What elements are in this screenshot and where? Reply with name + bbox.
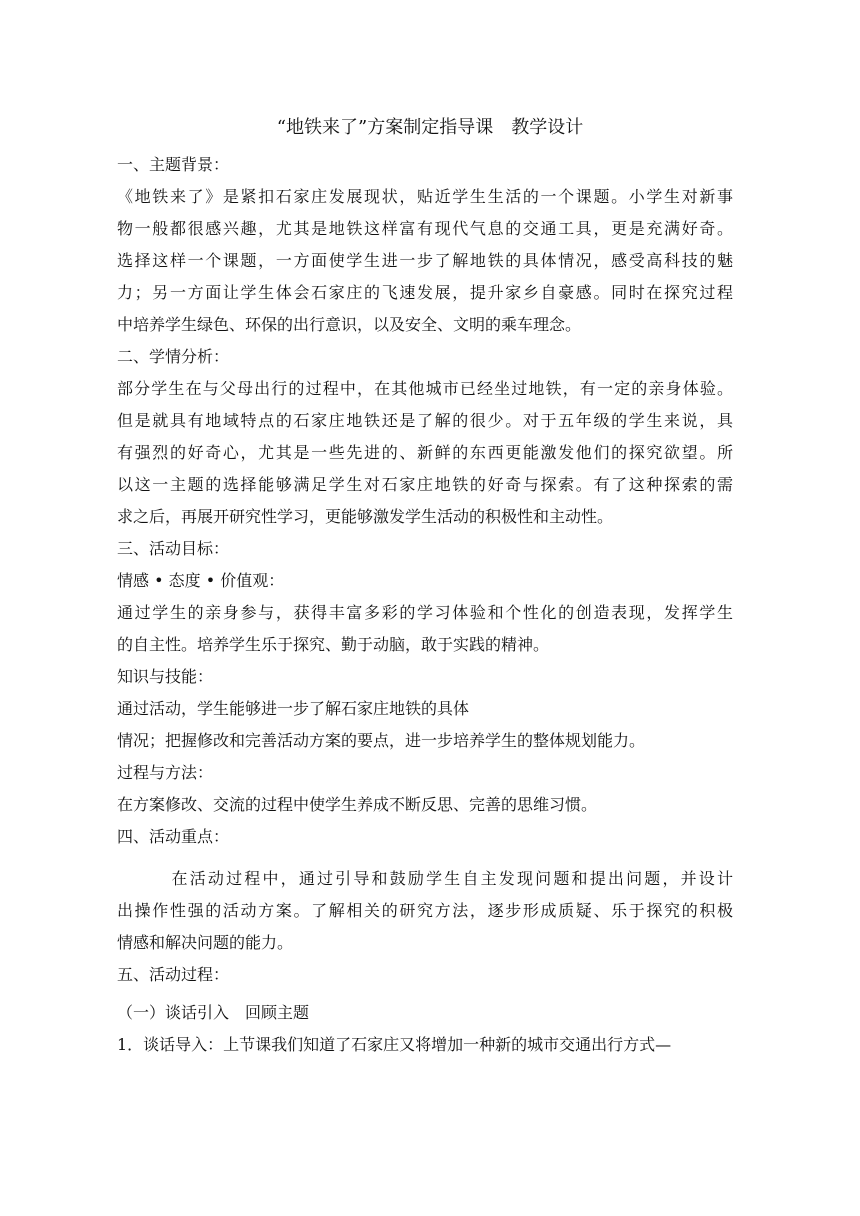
body-line: 通过学生的亲身参与，获得丰富多彩的学习体验和个性化的创造表现，发挥学生 (117, 603, 733, 622)
body-line: 在方案修改、交流的过程中使学生养成不断反思、完善的思维习惯。 (117, 795, 598, 814)
body-line: 情感和解决问题的能力。 (117, 933, 294, 952)
body-line: 在活动过程中，通过引导和鼓励学生自主发现问题和提出问题，并设计 (117, 869, 733, 888)
body-line: 求之后，再展开研究性学习，更能够激发学生活动的积极性和主动性。 (117, 507, 614, 526)
body-line: 通过活动，学生能够进一步了解石家庄地铁的具体 (117, 699, 470, 718)
body-line: 《地铁来了》是紧扣石家庄发展现状，贴近学生生活的一个课题。小学生对新事 (117, 187, 733, 206)
section-heading-background: 一、主题背景： (117, 155, 230, 174)
body-line: 部分学生在与父母出行的过程中，在其他城市已经坐过地铁，有一定的亲身体验。 (117, 379, 733, 398)
section-heading-goals: 三、活动目标： (117, 539, 230, 558)
body-line: 力；另一方面让学生体会石家庄的飞速发展，提升家乡自豪感。同时在探究过程 (117, 283, 733, 302)
body-line: 有强烈的好奇心，尤其是一些先进的、新鲜的东西更能激发他们的探究欲望。所 (117, 443, 733, 462)
body-line: 物一般都很感兴趣，尤其是地铁这样富有现代气息的交通工具，更是充满好奇。 (117, 219, 733, 238)
body-line: 的自主性。培养学生乐于探究、勤于动脑，敢于实践的精神。 (117, 635, 550, 654)
subheading-knowledge: 知识与技能： (117, 667, 214, 686)
document-title: “地铁来了”方案制定指导课 教学设计 (276, 117, 584, 138)
subheading-process: 过程与方法： (117, 763, 214, 782)
body-line: 出操作性强的活动方案。了解相关的研究方法，逐步形成质疑、乐于探究的积极 (117, 901, 733, 920)
body-line: 中培养学生绿色、环保的出行意识，以及安全、文明的乘车理念。 (117, 315, 582, 334)
body-line: 以这一主题的选择能够满足学生对石家庄地铁的好奇与探索。有了这种探索的需 (117, 475, 733, 494)
section-heading-process: 五、活动过程： (117, 965, 230, 984)
section-heading-analysis: 二、学情分析： (117, 347, 230, 366)
body-line: 情况；把握修改和完善活动方案的要点，进一步培养学生的整体规划能力。 (117, 731, 646, 750)
subsection-heading: （一）谈话引入 回顾主题 (117, 1003, 310, 1022)
section-heading-focus: 四、活动重点： (117, 827, 230, 846)
body-line: 但是就具有地域特点的石家庄地铁还是了解的很少。对于五年级的学生来说，具 (117, 411, 733, 430)
body-line: 1．谈话导入：上节课我们知道了石家庄又将增加一种新的城市交通出行方式— (117, 1035, 672, 1054)
subheading-emotion: 情感 • 态度 • 价值观： (117, 571, 285, 590)
body-line: 选择这样一个课题，一方面使学生进一步了解地铁的具体情况，感受高科技的魅 (117, 251, 733, 270)
